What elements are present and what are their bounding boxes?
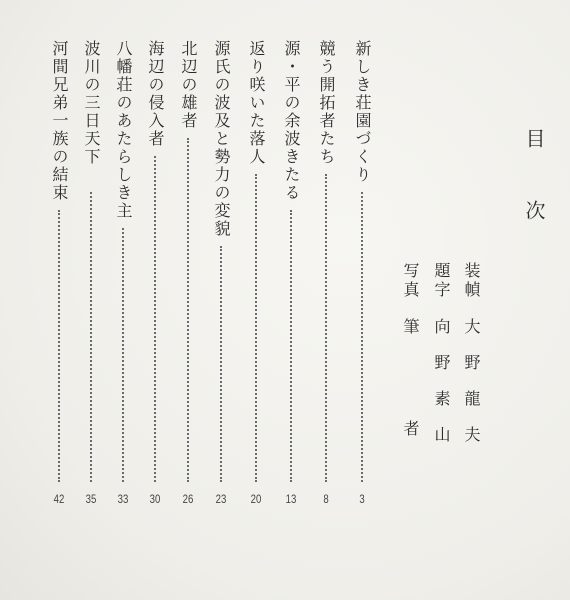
credit-role-title-calligraphy: 題字	[432, 262, 451, 300]
toc-entry	[48, 40, 70, 510]
toc-entry	[315, 40, 337, 510]
toc-entry-title: 河間兄弟一族の結束	[50, 40, 69, 202]
toc-entry-title: 波川の三日天下	[82, 40, 101, 166]
toc-entry	[177, 40, 199, 510]
toc-entry-page: 3	[359, 492, 365, 506]
credit-role-photos: 写真	[401, 262, 420, 300]
leader-dots	[154, 156, 156, 482]
leader-dots	[122, 228, 124, 482]
leader-dots	[187, 138, 189, 482]
credit-name-title-calligraphy: 向野素山	[432, 318, 451, 462]
toc-entry-title: 源氏の波及と勢力の変貌	[212, 40, 231, 238]
toc-entry	[210, 40, 232, 510]
leader-dots	[58, 210, 60, 482]
toc-entry-page: 13	[285, 492, 297, 506]
toc-entry	[112, 40, 134, 510]
leader-dots	[361, 192, 363, 482]
leader-dots	[325, 174, 327, 482]
toc-entry-title: 返り咲いた落人	[247, 40, 266, 166]
toc-entry-title: 競う開拓者たち	[317, 40, 336, 166]
credit-name-cover-design: 大野龍夫	[462, 318, 481, 462]
toc-entry-title: 北辺の雄者	[179, 40, 198, 130]
toc-entry-title: 八幡荘のあたらしき主	[114, 40, 133, 220]
toc-entry-page: 20	[250, 492, 262, 506]
toc-entry	[280, 40, 302, 510]
toc-entry	[80, 40, 102, 510]
leader-dots	[90, 192, 92, 482]
toc-entry-page: 35	[85, 492, 97, 506]
leader-dots	[255, 174, 257, 482]
toc-entry-page: 33	[117, 492, 129, 506]
toc-entry-title: 海辺の侵入者	[146, 40, 165, 148]
toc-entry-page: 23	[215, 492, 227, 506]
toc-entry	[351, 40, 373, 510]
toc-entry-page: 26	[182, 492, 194, 506]
toc-entry-page: 30	[149, 492, 161, 506]
toc-entry-title: 新しき荘園づくり	[353, 40, 372, 184]
toc-entry-page: 42	[53, 492, 65, 506]
toc-entry-title: 源・平の余波きたる	[282, 40, 301, 202]
toc-entry	[144, 40, 166, 510]
contents-heading: 目次	[522, 128, 546, 272]
toc-entry-page: 8	[323, 492, 329, 506]
credit-name-photos: 筆者	[401, 318, 420, 522]
toc-entry	[245, 40, 267, 510]
credit-role-cover-design: 装幀	[462, 262, 481, 300]
leader-dots	[220, 246, 222, 482]
leader-dots	[290, 210, 292, 482]
